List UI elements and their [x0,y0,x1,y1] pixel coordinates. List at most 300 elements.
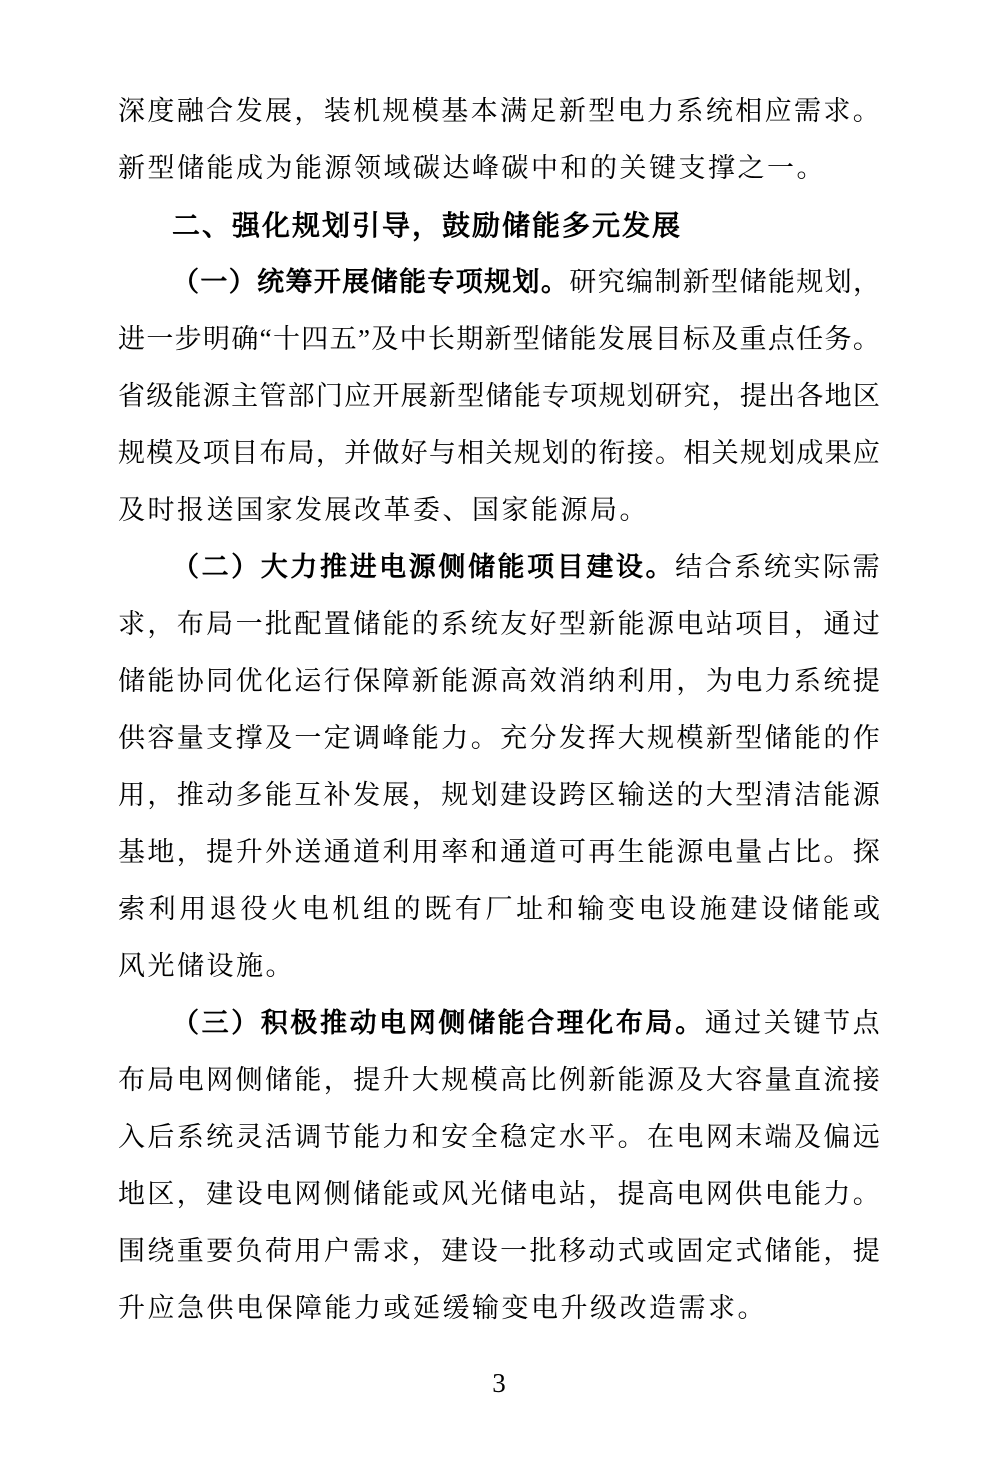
char: 出 [768,381,796,411]
char: 能 [382,1179,410,1209]
char: 友 [500,609,528,639]
char: 及 [174,438,202,468]
char: 能 [617,609,645,639]
char: （ [172,552,199,582]
char: 能 [793,723,821,753]
char: 大 [260,552,288,582]
char: 长 [427,324,455,354]
char: 既 [424,894,452,924]
char: 供 [735,1179,763,1209]
char: 规 [441,780,469,810]
char: 本 [470,96,498,126]
char: 址 [516,894,544,924]
char: 输 [577,894,605,924]
char: 开 [313,267,341,297]
char: 能 [264,780,292,810]
char: 储 [370,267,398,297]
char: 利 [148,894,176,924]
char: 统 [823,666,851,696]
char: 局 [287,438,315,468]
char: 负 [235,1236,263,1266]
char: 管 [259,381,287,411]
char: ， [176,837,204,867]
char: 化 [264,666,292,696]
char: 网 [294,1179,322,1209]
char: 量 [735,837,763,867]
char: 。 [823,837,851,867]
char: 力 [441,723,469,753]
char: 布 [176,609,204,639]
char: 能 [353,1122,381,1152]
char: 源 [408,552,436,582]
char: 支 [206,723,234,753]
char: 化 [586,1008,614,1038]
char: 统 [763,552,791,582]
char: 应 [852,438,880,468]
char: 能 [513,381,541,411]
char: 规 [513,438,541,468]
char: 相 [457,438,485,468]
char: 展 [400,381,428,411]
char: 储 [118,666,145,696]
char: 储 [353,1179,381,1209]
text-line [118,995,880,1052]
char: ， [823,1236,851,1266]
char: 提 [739,381,767,411]
char: 源 [647,609,675,639]
char: 障 [382,666,410,696]
char: 电 [676,1179,704,1209]
char: 及 [793,1122,821,1152]
char: 基 [118,837,145,867]
char: 通 [704,1008,732,1038]
char: 区 [588,780,616,810]
char: 力 [382,1122,410,1152]
char: 偏 [823,1122,851,1152]
char: “ [259,324,272,354]
text-run: 二、强化规划引导，鼓励储能多元发展 [172,210,683,241]
char: 和 [411,1122,439,1152]
char: 或 [853,894,880,924]
char: 输 [617,780,645,810]
text-line [118,368,880,425]
char: 式 [617,1236,645,1266]
char: 安 [441,1122,469,1152]
char: 通 [323,837,351,867]
char: 过 [852,609,880,639]
char: 级 [146,381,174,411]
char: 道 [353,837,381,867]
char: 置 [323,609,351,639]
char: 新 [484,324,512,354]
char: 通 [500,837,528,867]
char: 接 [852,1065,880,1095]
char: 并 [344,438,372,468]
char: 系 [176,1122,204,1152]
char: 储 [485,381,513,411]
char: 批 [529,1236,557,1266]
char: 源 [676,837,704,867]
char: 能 [399,267,426,297]
char: 能 [793,1236,821,1266]
char: 役 [240,894,268,924]
text-line [118,83,880,140]
char: 编 [626,267,653,297]
char: 入 [118,1122,145,1152]
char: 流 [823,1065,851,1095]
char: 应 [344,381,372,411]
char: 新 [588,609,616,639]
char: 能 [441,666,469,696]
char: 储 [739,267,767,297]
char: 省 [118,381,145,411]
char: ， [676,666,704,696]
char: 利 [382,837,410,867]
char: 高 [500,1065,528,1095]
char: 期 [456,324,484,354]
char: 究 [683,381,711,411]
char: 划 [470,780,498,810]
char: 利 [617,666,645,696]
char: 供 [118,723,145,753]
char: 推 [319,552,347,582]
char: 量 [176,723,204,753]
char: 网 [705,1179,733,1209]
document-body [118,83,880,1337]
char: 储 [764,723,792,753]
char: 厂 [485,894,513,924]
char: 退 [209,894,237,924]
char: 的 [411,609,439,639]
char: 统 [470,609,498,639]
char: 究 [597,267,625,297]
char: ， [853,267,880,297]
char: 局 [645,1008,673,1038]
char: 变 [608,894,635,924]
char: 型 [588,96,616,126]
char: 储 [541,324,569,354]
text-line [118,1223,880,1280]
char: 展 [264,96,292,126]
char: 展 [342,267,370,297]
char: 生 [617,837,645,867]
char: 批 [264,609,292,639]
char: 电 [264,1179,292,1209]
char: 合 [527,1008,555,1038]
char: 火 [271,894,299,924]
char: 需 [353,1236,381,1266]
char: 能 [174,381,202,411]
char: 能 [767,267,795,297]
char: 规 [118,438,145,468]
char: 或 [647,1236,675,1266]
char: 建 [500,780,528,810]
char: 融 [176,96,204,126]
char: 一 [294,723,322,753]
char: 实 [793,552,821,582]
char: 设 [470,1236,498,1266]
char: 局 [147,1065,175,1095]
char: 新 [682,267,710,297]
char: 划 [768,438,796,468]
char: 布 [615,1008,643,1038]
char: 规 [739,438,767,468]
char: 全 [470,1122,498,1152]
char: 要 [206,1236,234,1266]
char: 规 [382,96,410,126]
char: ） [231,1008,259,1038]
char: 能 [647,837,675,867]
char: 主 [231,381,259,411]
char: 务 [824,324,852,354]
char: 同 [206,666,234,696]
char: 大 [705,1065,733,1095]
char: 三 [201,1008,229,1038]
char: 电 [764,1179,792,1209]
char: 峰 [382,723,410,753]
char: 新 [411,666,439,696]
char: 装 [323,96,351,126]
text-run: 及时报送国家发展改革委、国家能源局。 [118,495,649,525]
char: 量 [764,1065,792,1095]
char: 储 [264,1065,292,1095]
char: 调 [353,723,381,753]
char: 深 [118,96,145,126]
char: 进 [349,552,377,582]
char: 储 [764,1236,792,1266]
char: 大 [617,723,645,753]
char: 用 [647,666,675,696]
char: 关 [763,1008,791,1038]
char: 统 [257,267,285,297]
char: （ [172,1008,199,1038]
char: 保 [353,666,381,696]
char: 可 [558,837,586,867]
char: 容 [735,1065,763,1095]
char: 定 [529,1122,557,1152]
char: 基 [441,96,469,126]
char: 型 [512,324,540,354]
char: 及 [371,324,399,354]
char: 新 [428,381,456,411]
char: 筹 [285,267,313,297]
char: 占 [764,837,792,867]
char: 撑 [235,723,263,753]
char: 际 [823,552,851,582]
char: 多 [235,780,263,810]
char: 规 [647,723,675,753]
char: 式 [735,1236,763,1266]
char: 送 [294,837,322,867]
char: 储 [353,609,381,639]
char: 协 [176,666,204,696]
char: 挥 [588,723,616,753]
char: 应 [764,96,792,126]
char: 十 [272,324,300,354]
char: 提 [617,1179,645,1209]
char: 力 [290,552,318,582]
char: 能 [382,609,410,639]
char: 在 [647,1122,675,1152]
char: 制 [654,267,682,297]
char: 研 [655,381,683,411]
char: 设 [529,780,557,810]
char: ， [176,1179,204,1209]
char: 。 [470,723,498,753]
char: 步 [174,324,202,354]
char: 作 [852,723,880,753]
char: 的 [676,780,704,810]
text-line [118,824,880,881]
char: 绕 [147,1236,175,1266]
char: 任 [796,324,824,354]
char: 水 [558,1122,586,1152]
char: 末 [735,1122,763,1152]
char: 点 [767,324,795,354]
char: ， [294,96,322,126]
char: ， [793,609,821,639]
char: 极 [290,1008,318,1038]
text-line [118,1052,880,1109]
char: 区 [147,1179,175,1209]
char: 。 [852,1179,880,1209]
char: 型 [558,609,586,639]
char: 能 [497,1008,525,1038]
char: 施 [699,894,727,924]
char: 电 [676,609,704,639]
char: 能 [294,1065,322,1095]
char: 项 [202,438,230,468]
text-line [118,140,880,197]
char: 电 [301,894,329,924]
char: 重 [739,324,767,354]
char: 光 [470,1179,498,1209]
char: 地 [147,837,175,867]
char: 提 [852,666,880,696]
char: 围 [118,1236,145,1266]
char: 电 [705,837,733,867]
char: 大 [411,1065,439,1095]
char: 进 [118,324,145,354]
char: 规 [796,267,824,297]
char: 补 [323,780,351,810]
char: 高 [647,1179,675,1209]
char: 能 [793,1179,821,1209]
char: 系 [793,666,821,696]
text-line [118,596,880,653]
char: 高 [500,666,528,696]
char: 发 [235,96,263,126]
char: 模 [470,1065,498,1095]
char: ） [228,267,256,297]
char: 及 [711,324,739,354]
char: 新 [588,1065,616,1095]
char: 目 [654,324,682,354]
char: 和 [470,837,498,867]
char: 网 [408,1008,436,1038]
char: 消 [558,666,586,696]
char: 划 [626,381,654,411]
char: 动 [588,1236,616,1266]
char: 推 [176,780,204,810]
char: 侧 [438,1008,466,1038]
char: 机 [332,894,360,924]
text-run: 风光储设施。 [118,951,295,981]
char: 果 [824,438,852,468]
char: 电 [617,96,645,126]
char: 力 [764,666,792,696]
char: 建 [441,1236,469,1266]
char: 型 [735,780,763,810]
text-line [118,1166,880,1223]
char: 相 [735,96,763,126]
char: 及 [264,723,292,753]
char: 布 [118,1065,145,1095]
char: 满 [500,96,528,126]
char: 做 [372,438,400,468]
char: 一 [500,1236,528,1266]
char: 成 [796,438,824,468]
char: 动 [349,1008,377,1038]
char: 通 [823,609,851,639]
char: ， [588,1179,616,1209]
char: 划 [512,267,540,297]
char: 关 [711,438,739,468]
char: 展 [626,324,654,354]
char: 度 [147,96,175,126]
char: 侧 [235,1065,263,1095]
char: 能 [569,324,597,354]
char: 荷 [264,1236,292,1266]
char: 局 [206,609,234,639]
char: 源 [647,1065,675,1095]
text-line [118,881,880,938]
char: 。 [655,438,683,468]
char: 分 [529,723,557,753]
char: 系 [441,609,469,639]
char: 提 [353,1065,381,1095]
char: 模 [411,96,439,126]
text-line [118,1109,880,1166]
char: 能 [411,723,439,753]
char: 及 [676,1065,704,1095]
char: 目 [764,609,792,639]
char: 建 [586,552,614,582]
char: 源 [470,666,498,696]
char: 理 [556,1008,584,1038]
char: 目 [231,438,259,468]
text-line [118,938,880,995]
char: 设 [669,894,697,924]
char: 固 [676,1236,704,1266]
char: 用 [118,780,145,810]
char: 外 [264,837,292,867]
char: 新 [705,723,733,753]
char: 力 [647,96,675,126]
char: 合 [206,96,234,126]
page-number: 3 [492,1368,506,1398]
char: 一 [200,267,228,297]
char: 用 [294,1236,322,1266]
char: 例 [558,1065,586,1095]
char: 源 [852,780,880,810]
char: 。 [645,552,673,582]
char: 开 [372,381,400,411]
char: 五 [329,324,357,354]
char: 电 [638,894,666,924]
char: 能 [823,780,851,810]
char: 容 [147,723,175,753]
